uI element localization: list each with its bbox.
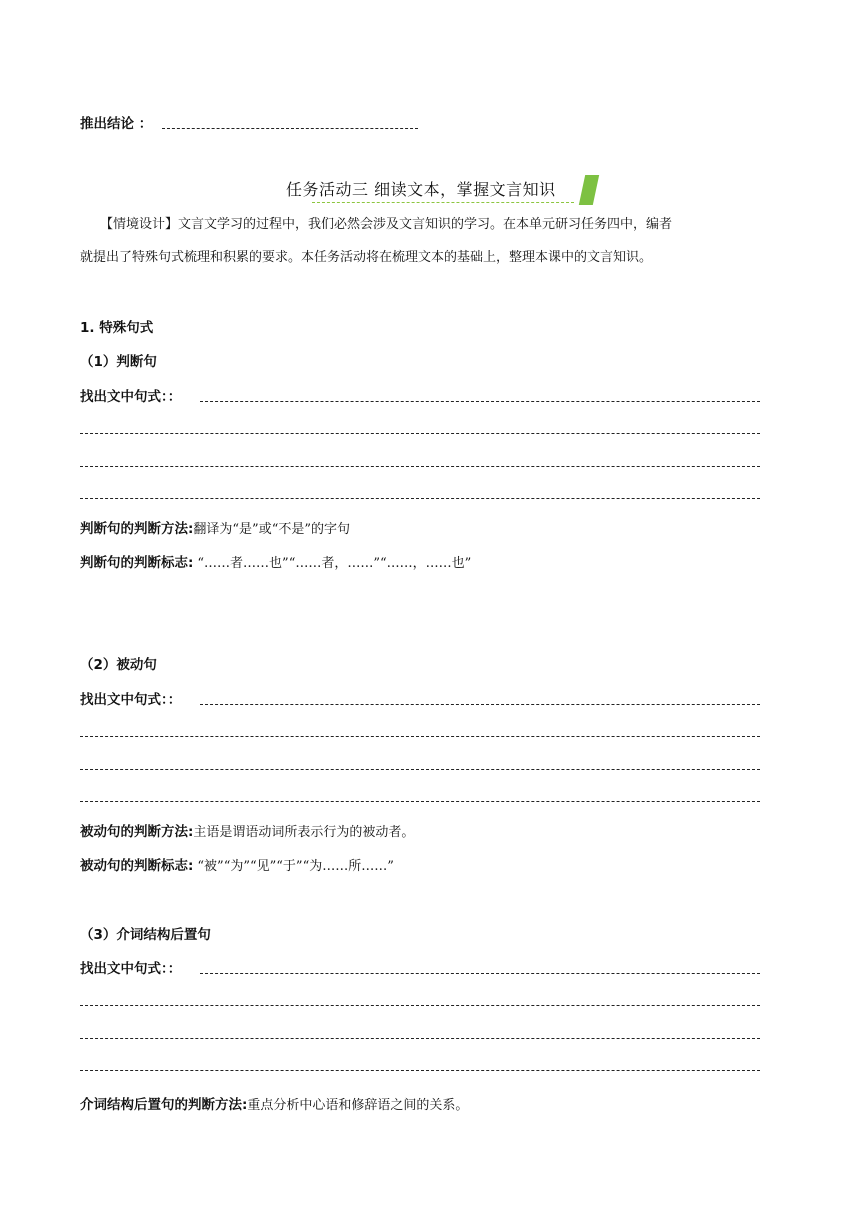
prep-method-label: 介词结构后置句的判断方法: xyxy=(80,1097,248,1113)
intro-line-1: 【情境设计】文言文学习的过程中，我们必然会涉及文言知识的学习。在本单元研习任务四中，编者 xyxy=(100,217,673,232)
title-underline xyxy=(312,202,574,203)
passive-heading: （2）被动句 xyxy=(80,657,157,673)
prep-answer-line-1[interactable] xyxy=(200,973,760,974)
judge-mark-text: “……者……也”“……者，……”“……，……也” xyxy=(197,556,472,571)
judge-answer-line-2[interactable] xyxy=(80,433,760,434)
conclusion-answer-line[interactable] xyxy=(162,128,418,129)
passive-mark-label: 被动句的判断标志: xyxy=(80,858,194,874)
prep-heading: （3）介词结构后置句 xyxy=(80,927,211,943)
judge-method-row xyxy=(80,517,350,537)
prep-answer-line-2[interactable] xyxy=(80,1005,760,1006)
passive-find-label: 找出文中句式：： xyxy=(80,692,182,708)
judge-answer-line-1[interactable] xyxy=(200,401,760,402)
judge-method-label: 判断句的判断方法: xyxy=(80,521,194,537)
judge-method-text: 翻译为“是”或“不是”的字句 xyxy=(193,522,350,537)
passive-method-row xyxy=(80,820,414,840)
task-title: 任务活动三 细读文本，掌握文言知识 xyxy=(286,180,556,199)
section-heading: 1. 特殊句式 xyxy=(80,320,154,336)
prep-method-text: 重点分析中心语和修辞语之间的关系。 xyxy=(247,1098,469,1113)
passive-mark-row xyxy=(80,854,394,874)
judge-answer-line-4[interactable] xyxy=(80,498,760,499)
prep-answer-line-4[interactable] xyxy=(80,1070,760,1071)
judge-mark-row xyxy=(80,551,471,571)
passive-answer-line-3[interactable] xyxy=(80,769,760,770)
passive-method-label: 被动句的判断方法: xyxy=(80,824,194,840)
prep-method-row xyxy=(80,1093,468,1113)
intro-line-2: 就提出了特殊句式梳理和积累的要求。本任务活动将在梳理文本的基础上，整理本课中的文言知识。 xyxy=(80,250,653,265)
judge-mark-label: 判断句的判断标志: xyxy=(80,555,194,571)
prep-find-label: 找出文中句式：： xyxy=(80,961,182,977)
passive-answer-line-4[interactable] xyxy=(80,801,760,802)
judge-answer-line-3[interactable] xyxy=(80,466,760,467)
passive-answer-line-1[interactable] xyxy=(200,704,760,705)
prep-answer-line-3[interactable] xyxy=(80,1038,760,1039)
passive-mark-text: “被”“为”“见”“于”“为……所……” xyxy=(197,859,394,874)
green-marker-icon xyxy=(579,175,599,205)
judge-heading: （1）判断句 xyxy=(80,354,157,370)
judge-find-label: 找出文中句式：： xyxy=(80,389,182,405)
conclusion-label: 推出结论 ： xyxy=(80,116,153,132)
passive-method-text: 主语是谓语动词所表示行为的被动者。 xyxy=(193,825,415,840)
passive-answer-line-2[interactable] xyxy=(80,736,760,737)
